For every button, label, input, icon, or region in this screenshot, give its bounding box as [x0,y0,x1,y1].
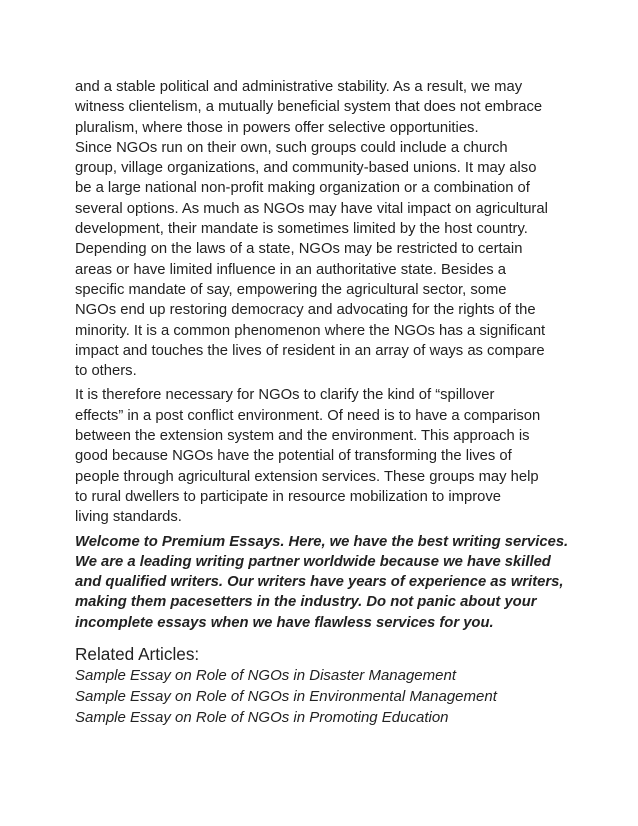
text-line: and a stable political and administrative stability. As a result, we may [75,79,523,95]
text-line: to rural dwellers to participate in resource mobilization to improve [75,488,502,505]
text-line: pluralism, where those in powers offer selective opportunities. [75,119,479,136]
related-article-link[interactable]: Sample Essay on Role of NGOs in Promoting Education [75,709,449,727]
text-line: development, their mandate is sometimes limited by the host country. [75,221,528,238]
text-line: to others. [75,363,137,380]
promo-line: incomplete essays when we have flawless services for you. [75,614,494,631]
text-line: NGOs end up restoring democracy and advocating for the rights of the [75,302,536,319]
text-line: group, village organizations, and community-based unions. It may also [75,160,537,177]
body-paragraph-2 [75,385,575,527]
related-article-link[interactable]: Sample Essay on Role of NGOs in Environmental Management [75,688,497,706]
text-line: witness clientelism, a mutually beneficial system that does not embrace [75,99,543,116]
text-line: good because NGOs have the potential of transforming the lives of [75,448,512,465]
text-line: several options. As much as NGOs may have vital impact on agricultural [75,200,548,217]
text-line: areas or have limited influence in an authoritative state. Besides a [75,261,507,278]
text-line: between the extension system and the environment. This approach is [75,428,530,445]
text-line: minority. It is a common phenomenon where the NGOs has a significant [75,322,546,339]
promo-paragraph [75,532,575,633]
related-articles-list [75,665,575,728]
body-paragraph-1 [75,77,575,381]
text-line: living standards. [75,509,182,526]
text-line: Depending on the laws of a state, NGOs may be restricted to certain [75,241,523,258]
promo-line: We are a leading writing partner worldwide because we have skilled [75,553,551,570]
text-line: effects” in a post conflict environment. Of need is to have a comparison [75,407,541,424]
promo-line: and qualified writers. Our writers have years of experience as writers, [75,574,564,591]
promo-line: Welcome to Premium Essays. Here, we have the best writing services. [75,533,569,550]
related-article-link[interactable]: Sample Essay on Role of NGOs in Disaster Management [75,667,456,685]
text-line: Since NGOs run on their own, such groups could include a church [75,139,508,156]
text-line: people through agricultural extension services. These groups may help [75,468,539,485]
text-line: impact and touches the lives of resident in an array of ways as compare [75,342,545,359]
text-line: specific mandate of say, empowering the agricultural sector, some [75,281,507,298]
promo-line: making them pacesetters in the industry. Do not panic about your [75,594,537,611]
related-articles-heading: Related Articles: [75,644,200,665]
text-line: It is therefore necessary for NGOs to clarify the kind of “spillover [75,387,495,404]
section-spacer [75,633,575,643]
document-body [75,77,575,728]
text-line: be a large national non-profit making organization or a combination of [75,180,530,197]
